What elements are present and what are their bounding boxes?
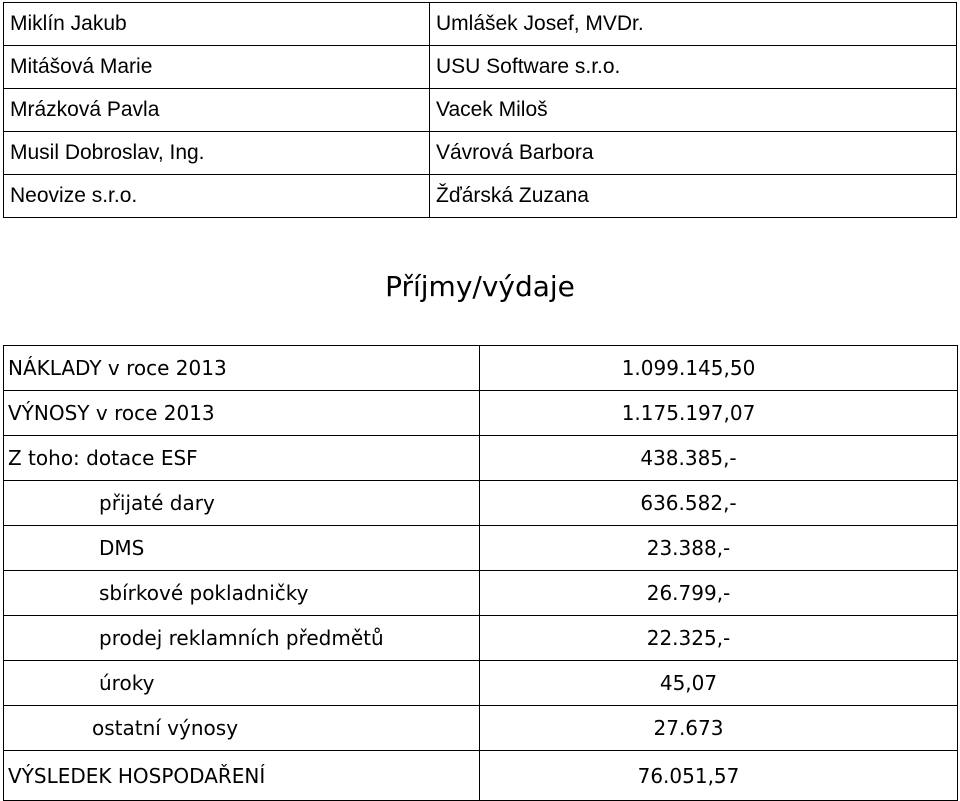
finance-label: DMS	[4, 526, 480, 571]
donor-name: Mrázková Pavla	[4, 89, 430, 132]
table-row	[4, 706, 958, 751]
table-row	[4, 751, 958, 801]
donor-name: Mitášová Marie	[4, 46, 430, 89]
table-row	[4, 661, 958, 706]
donor-name: Musil Dobroslav, Ing.	[4, 132, 430, 175]
finance-value: 636.582,-	[480, 481, 958, 526]
finance-value: 27.673	[480, 706, 958, 751]
donor-name: Neovize s.r.o.	[4, 175, 430, 218]
finance-label: Z toho: dotace ESF	[4, 436, 480, 481]
table-row	[4, 175, 957, 218]
donor-name: Vacek Miloš	[430, 89, 957, 132]
donor-name: USU Software s.r.o.	[430, 46, 957, 89]
donors-table	[3, 2, 957, 218]
finance-label: úroky	[4, 661, 480, 706]
table-row	[4, 436, 958, 481]
donor-name: Umlášek Josef, MVDr.	[430, 3, 957, 46]
finance-label: NÁKLADY v roce 2013	[4, 346, 480, 391]
table-row	[4, 132, 957, 175]
finance-label: prodej reklamních předmětů	[4, 616, 480, 661]
finance-value: 1.175.197,07	[480, 391, 958, 436]
table-row	[4, 391, 958, 436]
donor-name: Vávrová Barbora	[430, 132, 957, 175]
section-title: Příjmy/výdaje	[385, 270, 575, 303]
finance-value: 76.051,57	[480, 751, 958, 801]
table-row	[4, 571, 958, 616]
table-row	[4, 3, 957, 46]
finance-label: sbírkové pokladničky	[4, 571, 480, 616]
donor-name: Žďárská Zuzana	[430, 175, 957, 218]
finance-label: VÝSLEDEK HOSPODAŘENÍ	[4, 751, 480, 801]
table-row	[4, 481, 958, 526]
donor-name: Miklín Jakub	[4, 3, 430, 46]
finance-value: 45,07	[480, 661, 958, 706]
finance-label: ostatní výnosy	[4, 706, 480, 751]
finance-value: 26.799,-	[480, 571, 958, 616]
table-row	[4, 616, 958, 661]
table-row	[4, 526, 958, 571]
finance-value: 438.385,-	[480, 436, 958, 481]
finance-label: přijaté dary	[4, 481, 480, 526]
finance-label: VÝNOSY v roce 2013	[4, 391, 480, 436]
finance-table	[3, 345, 958, 801]
finance-value: 1.099.145,50	[480, 346, 958, 391]
table-row	[4, 46, 957, 89]
table-row	[4, 346, 958, 391]
finance-value: 22.325,-	[480, 616, 958, 661]
table-row	[4, 89, 957, 132]
finance-value: 23.388,-	[480, 526, 958, 571]
